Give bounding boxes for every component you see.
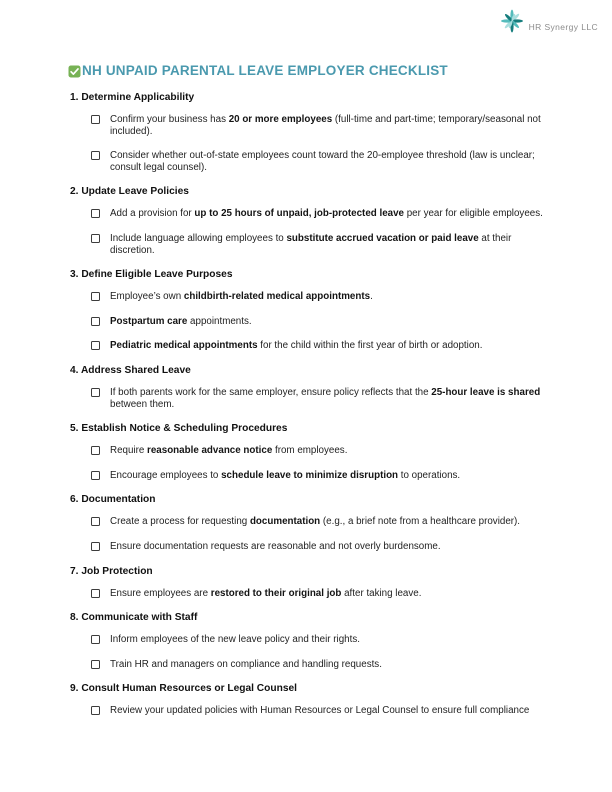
checklist-item-text: Consider whether out-of-state employees count toward the 20-employee threshold (law is unclear; consult legal counsel). xyxy=(110,150,535,173)
checklist-item-text: Confirm your business has 20 or more employees (full-time and part-time; temporary/seasonal not included). xyxy=(110,114,541,137)
checklist-item xyxy=(91,588,546,600)
checklist-item xyxy=(91,516,546,528)
page-title-text: NH UNPAID PARENTAL LEAVE EMPLOYER CHECKLIST xyxy=(82,63,448,78)
checklist-item xyxy=(91,114,546,137)
logo xyxy=(499,10,598,34)
checkbox[interactable] xyxy=(91,317,100,326)
checklist-item-text: Include language allowing employees to substitute accrued vacation or paid leave at their discretion. xyxy=(110,232,512,256)
checklist-item-text: Add a provision for up to 25 hours of unpaid, job-protected leave per year for eligible employees. xyxy=(110,208,543,220)
checklist-item xyxy=(91,291,546,303)
checklist-item-text: Pediatric medical appointments for the child within the first year of birth or adoption. xyxy=(110,340,483,352)
checklist xyxy=(70,92,546,717)
checklist-item xyxy=(91,316,546,328)
checkbox[interactable] xyxy=(91,635,100,644)
checklist-item-text: Postpartum care appointments. xyxy=(110,315,252,327)
section-heading: 4. Address Shared Leave xyxy=(70,364,191,376)
section-heading: 7. Job Protection xyxy=(70,565,153,577)
checklist-item-text: Ensure documentation requests are reasonable and not overly burdensome. xyxy=(110,540,441,552)
checklist-item xyxy=(91,233,546,256)
company-name: HR Synergy LLC xyxy=(528,22,598,32)
section-heading: 6. Documentation xyxy=(70,494,156,506)
checklist-item-text: Inform employees of the new leave policy and their rights. xyxy=(110,634,360,646)
checklist-item xyxy=(91,634,546,646)
checklist-item-text: Require reasonable advance notice from employees. xyxy=(110,445,348,457)
checklist-item xyxy=(91,705,546,717)
checklist-item xyxy=(91,470,546,482)
checklist-item-text: Train HR and managers on compliance and handling requests. xyxy=(110,658,382,670)
checklist-item xyxy=(91,208,546,220)
checkbox[interactable] xyxy=(91,341,100,350)
checkbox[interactable] xyxy=(91,542,100,551)
page-header xyxy=(0,0,612,42)
checklist-section xyxy=(70,612,546,670)
check-mark-icon xyxy=(68,65,81,78)
checklist-item xyxy=(91,445,546,457)
section-heading: 8. Communicate with Staff xyxy=(70,612,198,624)
checkbox[interactable] xyxy=(91,151,100,160)
checkbox[interactable] xyxy=(91,292,100,301)
checklist-item-text: Encourage employees to schedule leave to minimize disruption to operations. xyxy=(110,469,461,481)
checklist-section xyxy=(70,494,546,552)
checkbox[interactable] xyxy=(91,209,100,218)
checkbox[interactable] xyxy=(91,660,100,669)
checkbox[interactable] xyxy=(91,446,100,455)
checkbox[interactable] xyxy=(91,388,100,397)
checkbox[interactable] xyxy=(91,706,100,715)
checklist-section xyxy=(70,423,546,481)
section-heading: 2. Update Leave Policies xyxy=(70,186,189,198)
checklist-section xyxy=(70,269,546,352)
checklist-item-text: Ensure employees are restored to their original job after taking leave. xyxy=(110,587,422,599)
checklist-item xyxy=(91,340,546,352)
checklist-item-text: Review your updated policies with Human Resources or Legal Counsel to ensure full compliance xyxy=(110,705,530,717)
checkbox[interactable] xyxy=(91,517,100,526)
checkbox[interactable] xyxy=(91,115,100,124)
checkbox[interactable] xyxy=(91,234,100,243)
checkbox[interactable] xyxy=(91,471,100,480)
section-heading: 5. Establish Notice & Scheduling Procedures xyxy=(70,423,288,435)
checklist-section xyxy=(70,566,546,600)
checklist-item-text: Create a process for requesting documentation (e.g., a brief note from a healthcare provider). xyxy=(110,516,521,528)
section-heading: 9. Consult Human Resources or Legal Counsel xyxy=(70,683,298,695)
checklist-item xyxy=(91,150,546,173)
page-title xyxy=(68,63,612,79)
checklist-item-text: Employee’s own childbirth-related medical appointments. xyxy=(110,291,373,303)
checklist-item-text: If both parents work for the same employer, ensure policy reflects that the 25-hour leave is shared between them. xyxy=(110,386,541,410)
checklist-item xyxy=(91,541,546,553)
checklist-section xyxy=(70,365,546,410)
checklist-item xyxy=(91,387,546,410)
checkbox[interactable] xyxy=(91,589,100,598)
section-heading: 1. Determine Applicability xyxy=(70,92,195,103)
starburst-flower-icon xyxy=(499,8,525,34)
checklist-section xyxy=(70,186,546,256)
checklist-item xyxy=(91,659,546,671)
checklist-section xyxy=(70,92,546,173)
checklist-section xyxy=(70,683,546,717)
section-heading: 3. Define Eligible Leave Purposes xyxy=(70,269,233,281)
